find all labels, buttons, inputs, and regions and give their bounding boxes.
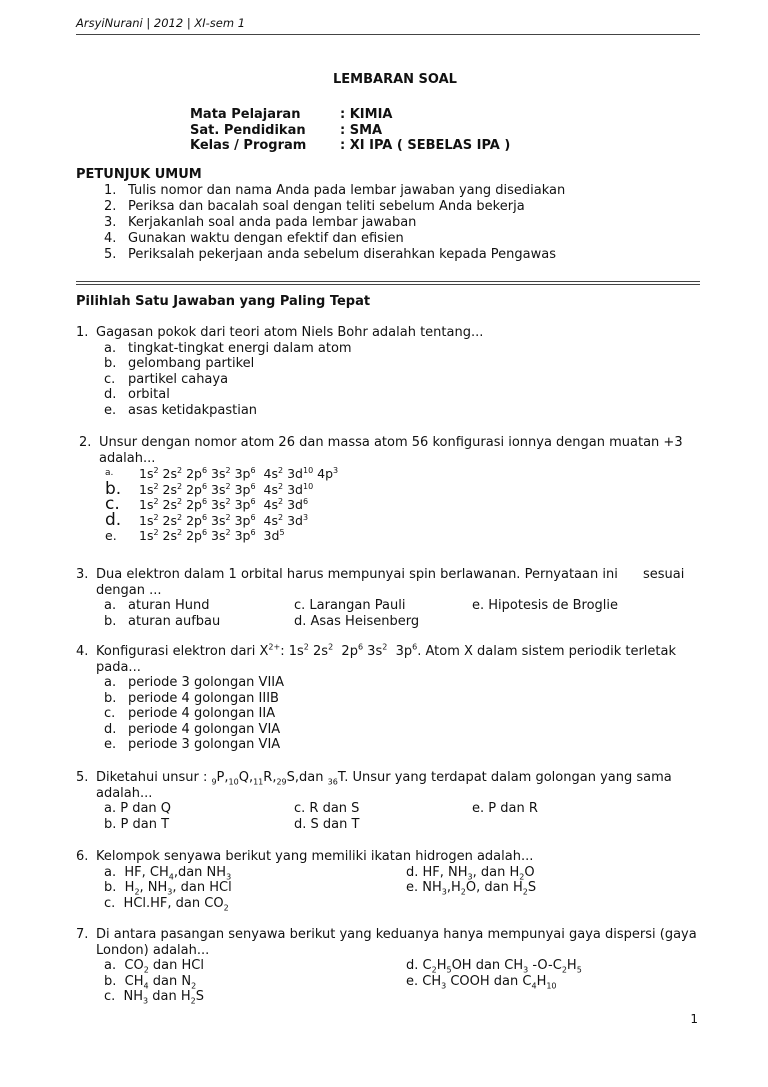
list-item: 4. Gunakan waktu dengan efektif dan efisien [104,231,404,246]
question-4: 4. Konfigurasi elektron dari $X^{2+}$: $1s^2$ $2s^2$ $2p^6$ $3s^2$ $3p^6$. Atom X dalam sistem periodik terletak pada... a. periode 3 golongan VIIA b. periode 4 golongan IIIB c. periode 4 golongan IIA d. periode 4 golongan VIA e. periode 3 golongan VIA [76,642,676,752]
option: a. HF, $CH_4,dan$ $NH_3$ [104,864,232,882]
page-number: 1 [690,1012,698,1026]
list-item: 3. Kerjakanlah soal anda pada lembar jawaban [104,215,417,230]
option: a. tingkat-tingkat energi dalam atom [104,340,352,356]
option: a. P dan Q [104,801,172,816]
instructions-list [104,183,565,263]
option: d. orbital [104,387,170,402]
option: d. Asas Heisenberg [294,613,420,629]
list-item: 5. Periksalah pekerjaan anda sebelum diserahkan kepada Pengawas [104,247,557,262]
question-1: 1. Gagasan pokok dari teori atom Niels Bohr adalah tentang... a. tingkat-tingkat energi dalam atom b. gelombang partikel c. partikel cahaya d. orbital e. asas ketidakpastian [76,325,484,418]
option: e. periode 3 golongan VIA [104,737,281,752]
section-rule [76,281,700,285]
option: b. $1s^2$ $2s^2$ $2p^6$ $3s^2$ $3p^6$ $4s^2$ $3d^{10}$ [105,478,314,499]
option: e. $CH_3$ COOH dan $C_4H_{10}$ [406,973,557,991]
option: c. HCl.HF, dan $CO_2$ [104,895,229,913]
option: d. S dan T [294,816,360,832]
option: a. $1s^2$ $2s^2$ $2p^6$ $3s^2$ $3p^6$ $4s^2$ $3d^{10}$ $4p^3$ [105,465,339,481]
option: b. aturan aufbau [104,613,221,629]
question-6: 6. Kelompok senyawa berikut yang memiliki ikatan hidrogen adalah... a. HF, $CH_4,dan$ $NH_3$ d. HF, $NH_3$, dan $H_2O$ b. $H_2$, $NH_3$, dan HCl e. $NH_3,H_2O$, dan $H_2S$ c. HCl.HF, dan $CO_2$ [76,849,666,911]
meta-row: Kelas / Program : XI IPA ( SEBELAS IPA ) [190,138,511,153]
option: b. gelombang partikel [104,356,255,371]
option: d. HF, $NH_3$, dan $H_2O$ [406,864,535,882]
question-3: 3. Dua elektron dalam 1 orbital harus mempunyai spin berlawanan. Pernyataan ini sesuai dengan ... a. aturan Hund c. Larangan Pauli e. Hipotesis de Broglie b. aturan aufbau d. Asas Heisenberg [76,567,685,629]
option: d. $1s^2$ $2s^2$ $2p^6$ $3s^2$ $3p^6$ $4s^2$ $3d^3$ [105,509,309,530]
option: a. periode 3 golongan VIIA [104,675,284,690]
question-5: 5. Diketahui unsur : $_9P,_{10}Q,_{11}R,_{29}S,dan$ $_{36}$T. Unsur yang terdapat dalam golongan yang sama adalah... a. P dan Q c. R dan S e. P dan R b. P dan T d. S dan T [76,770,672,832]
list-item: 2. Periksa dan bacalah soal dengan teliti sebelum Anda bekerja [104,199,525,214]
option: d. periode 4 golongan VIA [104,721,281,737]
option: e. Hipotesis de Broglie [472,598,619,613]
option: d. $C_2H_5OH$ dan $CH_3$ $-O-C_2H_5$ [406,958,582,975]
option: c. $NH_3$ dan $H_2S$ [104,989,204,1006]
meta-block [190,107,510,154]
section-title: Pilihlah Satu Jawaban yang Paling Tepat [76,294,371,309]
question-2: 2. Unsur dengan nomor atom 26 dan massa atom 56 konfigurasi ionnya dengan muatan +3 adalah... a. $1s^2$ $2s^2$ $2p^6$ $3s^2$ $3p^6$ $4s^2$ $3d^{10}$ $4p^3$ b. $1s^2$ $2s^2$ $2p^6$ $3s^2$ $3p^6$ $4s^2$ $3d^{10}$ c. $1s^2$ $2s^2$ $2p^6$ $3s^2$ $3p^6$ $4s^2$ $3d^6$ d. $1s^2$ $2s^2$ $2p^6$ $3s^2$ $3p^6$ $4s^2$ $3d^3$ e. $1s^2$ $2s^2$ $2p^6$ $3s^2$ $3p^6$ $3d^5$ [79,435,683,543]
option: a. $CO_2$ dan HCl [104,958,204,975]
option: c. R dan S [294,801,360,816]
option: b. $CH_4$ dan $N_2$ [104,973,197,991]
option: c. partikel cahaya [104,371,229,387]
option: c. periode 4 golongan IIA [104,706,276,721]
option: b. $H_2$, $NH_3$, dan HCl [104,880,232,897]
option: a. aturan Hund [104,598,210,613]
option: e. $NH_3,H_2O$, dan $H_2S$ [406,880,537,897]
page-header: ArsyiNurani | 2012 | XI-sem 1 [76,16,246,30]
option: e. asas ketidakpastian [104,402,258,418]
header-rule [76,34,700,35]
option: e. P dan R [472,801,538,816]
meta-row: Sat. Pendidikan : SMA [190,122,383,138]
option: b. periode 4 golongan IIIB [104,690,279,706]
option: e. $1s^2$ $2s^2$ $2p^6$ $3s^2$ $3p^6$ $3d^5$ [105,527,285,543]
list-item: 1. Tulis nomor dan nama Anda pada lembar jawaban yang disediakan [104,183,566,198]
instructions-title: PETUNJUK UMUM [76,167,202,182]
page-title: LEMBARAN SOAL [333,72,457,87]
meta-row: Mata Pelajaran : KIMIA [190,107,393,122]
question-7: 7. Di antara pasangan senyawa berikut yang keduanya hanya mempunyai gaya dispersi (gaya London) adalah... a. $CO_2$ dan HCl d. $C_2H_5OH$ dan $CH_3$ $-O-C_2H_5$ b. $CH_4$ dan $N_2$ e. $CH_3$ COOH dan $C_4H_{10}$ c. $NH_3$ dan $H_2S$ [76,927,697,1006]
option: c. $1s^2$ $2s^2$ $2p^6$ $3s^2$ $3p^6$ $4s^2$ $3d^6$ [105,494,309,514]
option: c. Larangan Pauli [294,598,406,613]
option: b. P dan T [104,816,170,832]
